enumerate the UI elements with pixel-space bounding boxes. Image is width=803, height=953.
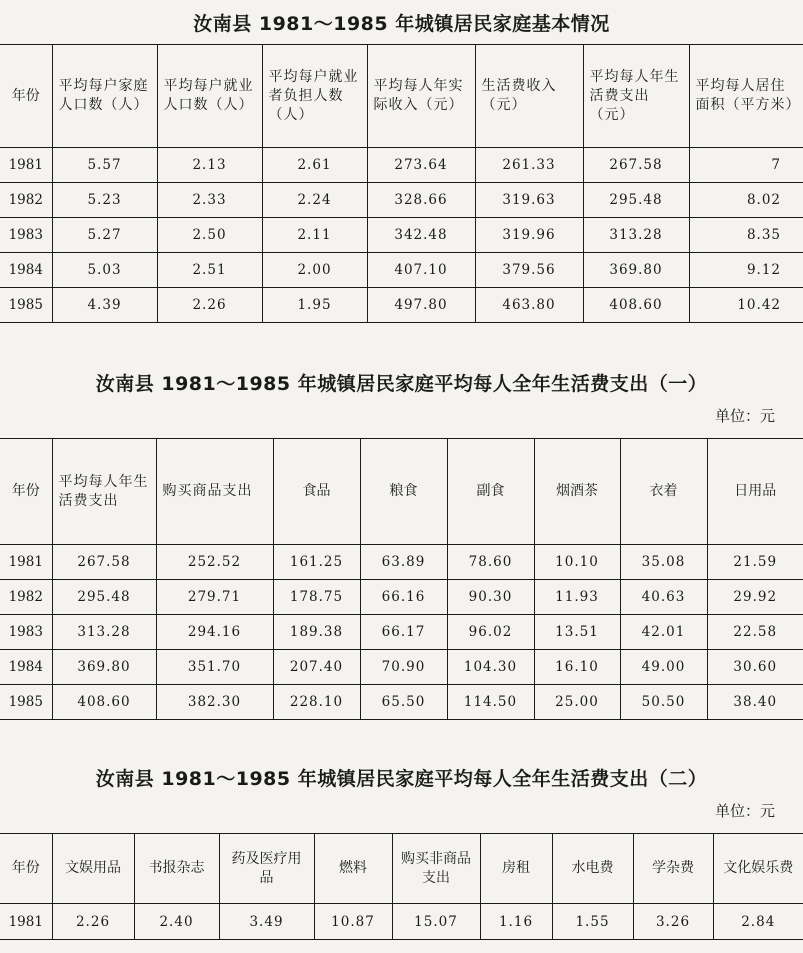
table-cell: 1.16 <box>480 904 552 940</box>
table-row <box>0 904 803 940</box>
table-cell: 2.11 <box>262 218 367 253</box>
table-cell: 8.35 <box>689 218 803 253</box>
column-header: 平均每人年生活费支出（元） <box>583 45 689 148</box>
table-cell: 8.02 <box>689 183 803 218</box>
expense-table-1 <box>0 438 803 720</box>
table-cell: 114.50 <box>447 685 534 720</box>
table-cell: 407.10 <box>367 253 475 288</box>
table-cell: 1983 <box>0 218 52 253</box>
table-cell: 40.63 <box>620 580 707 615</box>
column-header: 药及医疗用品 <box>219 834 314 904</box>
table-cell: 1.95 <box>262 288 367 323</box>
table-row <box>0 148 803 183</box>
column-header: 平均每户家庭人口数（人） <box>52 45 157 148</box>
table-cell: 2.84 <box>713 904 803 940</box>
column-header: 平均每户就业者负担人数（人） <box>262 45 367 148</box>
column-header: 衣着 <box>620 439 707 545</box>
table-cell: 2.00 <box>262 253 367 288</box>
table-cell: 1984 <box>0 253 52 288</box>
table-cell: 319.63 <box>475 183 583 218</box>
table-cell: 10.87 <box>314 904 392 940</box>
table-cell: 295.48 <box>52 580 156 615</box>
column-header: 文娱用品 <box>52 834 134 904</box>
table-cell: 369.80 <box>52 650 156 685</box>
table-cell: 2.40 <box>134 904 219 940</box>
table-cell: 21.59 <box>707 545 803 580</box>
table-cell: 2.26 <box>52 904 134 940</box>
table-cell: 42.01 <box>620 615 707 650</box>
table-cell: 351.70 <box>156 650 273 685</box>
table-cell: 9.12 <box>689 253 803 288</box>
column-header: 燃料 <box>314 834 392 904</box>
column-header: 年份 <box>0 45 52 148</box>
table-cell: 1982 <box>0 183 52 218</box>
table-cell: 2.24 <box>262 183 367 218</box>
table-cell: 178.75 <box>273 580 360 615</box>
expense-table-2-unit: 单位：元 <box>714 802 775 820</box>
table-cell: 3.26 <box>633 904 713 940</box>
column-header: 书报杂志 <box>134 834 219 904</box>
column-header: 学杂费 <box>633 834 713 904</box>
table-cell: 5.57 <box>52 148 157 183</box>
table-cell: 252.52 <box>156 545 273 580</box>
table-cell: 1.55 <box>552 904 633 940</box>
table-cell: 267.58 <box>52 545 156 580</box>
table-cell: 207.40 <box>273 650 360 685</box>
column-header: 购买商品支出 <box>156 439 273 545</box>
table-row <box>0 253 803 288</box>
table-row <box>0 183 803 218</box>
table-cell: 328.66 <box>367 183 475 218</box>
table-cell: 11.93 <box>534 580 620 615</box>
table-cell: 313.28 <box>583 218 689 253</box>
table-cell: 3.49 <box>219 904 314 940</box>
table-cell: 279.71 <box>156 580 273 615</box>
table-cell: 5.23 <box>52 183 157 218</box>
table-header-row <box>0 439 803 545</box>
table-cell: 29.92 <box>707 580 803 615</box>
table-cell: 15.07 <box>392 904 480 940</box>
column-header: 平均每人居住面积（平方米） <box>689 45 803 148</box>
table-cell: 10.10 <box>534 545 620 580</box>
table-row <box>0 288 803 323</box>
table-row <box>0 685 803 720</box>
table-row <box>0 650 803 685</box>
table-cell: 1984 <box>0 650 52 685</box>
table-cell: 35.08 <box>620 545 707 580</box>
table-cell: 228.10 <box>273 685 360 720</box>
column-header: 日用品 <box>707 439 803 545</box>
table-cell: 70.90 <box>360 650 447 685</box>
expense-table-2-title: 汝南县 1981～1985 年城镇居民家庭平均每人全年生活费支出（二） <box>95 768 708 790</box>
column-header: 水电费 <box>552 834 633 904</box>
table-cell: 189.38 <box>273 615 360 650</box>
column-header: 平均每人年生活费支出 <box>52 439 156 545</box>
column-header: 房租 <box>480 834 552 904</box>
table-cell: 319.96 <box>475 218 583 253</box>
table-cell: 1982 <box>0 580 52 615</box>
table-cell: 273.64 <box>367 148 475 183</box>
table-cell: 1985 <box>0 288 52 323</box>
table-cell: 342.48 <box>367 218 475 253</box>
table-cell: 104.30 <box>447 650 534 685</box>
table-cell: 13.51 <box>534 615 620 650</box>
table-cell: 267.58 <box>583 148 689 183</box>
table-cell: 382.30 <box>156 685 273 720</box>
table-cell: 5.03 <box>52 253 157 288</box>
table-cell: 1981 <box>0 904 52 940</box>
table-row <box>0 545 803 580</box>
table-cell: 65.50 <box>360 685 447 720</box>
table-cell: 2.13 <box>157 148 262 183</box>
column-header: 平均每人年实际收入（元） <box>367 45 475 148</box>
table-cell: 2.51 <box>157 253 262 288</box>
column-header: 购买非商品支出 <box>392 834 480 904</box>
table-cell: 66.17 <box>360 615 447 650</box>
table-cell: 2.33 <box>157 183 262 218</box>
column-header: 食品 <box>273 439 360 545</box>
table-cell: 90.30 <box>447 580 534 615</box>
table-cell: 369.80 <box>583 253 689 288</box>
column-header: 副食 <box>447 439 534 545</box>
table-cell: 1981 <box>0 148 52 183</box>
table-header-row <box>0 834 803 904</box>
table-cell: 408.60 <box>52 685 156 720</box>
table-cell: 30.60 <box>707 650 803 685</box>
table-cell: 63.89 <box>360 545 447 580</box>
table-cell: 96.02 <box>447 615 534 650</box>
column-header: 粮食 <box>360 439 447 545</box>
column-header: 文化娱乐费 <box>713 834 803 904</box>
basic-info-title: 汝南县 1981～1985 年城镇居民家庭基本情况 <box>193 13 610 35</box>
table-header-row <box>0 45 803 148</box>
table-cell: 50.50 <box>620 685 707 720</box>
table-cell: 379.56 <box>475 253 583 288</box>
column-header: 平均每户就业人口数（人） <box>157 45 262 148</box>
column-header: 年份 <box>0 834 52 904</box>
table-cell: 1985 <box>0 685 52 720</box>
table-cell: 313.28 <box>52 615 156 650</box>
table-cell: 78.60 <box>447 545 534 580</box>
table-cell: 25.00 <box>534 685 620 720</box>
table-cell: 261.33 <box>475 148 583 183</box>
table-cell: 497.80 <box>367 288 475 323</box>
table-row <box>0 615 803 650</box>
table-cell: 5.27 <box>52 218 157 253</box>
table-cell: 4.39 <box>52 288 157 323</box>
table-cell: 295.48 <box>583 183 689 218</box>
column-header: 年份 <box>0 439 52 545</box>
table-cell: 2.50 <box>157 218 262 253</box>
table-cell: 161.25 <box>273 545 360 580</box>
table-cell: 49.00 <box>620 650 707 685</box>
column-header: 生活费收入（元） <box>475 45 583 148</box>
table-cell: 1983 <box>0 615 52 650</box>
table-cell: 408.60 <box>583 288 689 323</box>
table-cell: 7 <box>689 148 803 183</box>
table-cell: 10.42 <box>689 288 803 323</box>
table-cell: 16.10 <box>534 650 620 685</box>
expense-table-1-title: 汝南县 1981～1985 年城镇居民家庭平均每人全年生活费支出（一） <box>95 373 708 395</box>
column-header: 烟酒茶 <box>534 439 620 545</box>
table-cell: 1981 <box>0 545 52 580</box>
expense-table-1-unit: 单位：元 <box>714 407 775 425</box>
table-row <box>0 218 803 253</box>
basic-info-table <box>0 44 803 323</box>
table-cell: 22.58 <box>707 615 803 650</box>
table-row <box>0 580 803 615</box>
table-cell: 463.80 <box>475 288 583 323</box>
table-cell: 294.16 <box>156 615 273 650</box>
table-cell: 2.61 <box>262 148 367 183</box>
table-cell: 2.26 <box>157 288 262 323</box>
table-cell: 38.40 <box>707 685 803 720</box>
table-cell: 66.16 <box>360 580 447 615</box>
expense-table-2 <box>0 833 803 940</box>
